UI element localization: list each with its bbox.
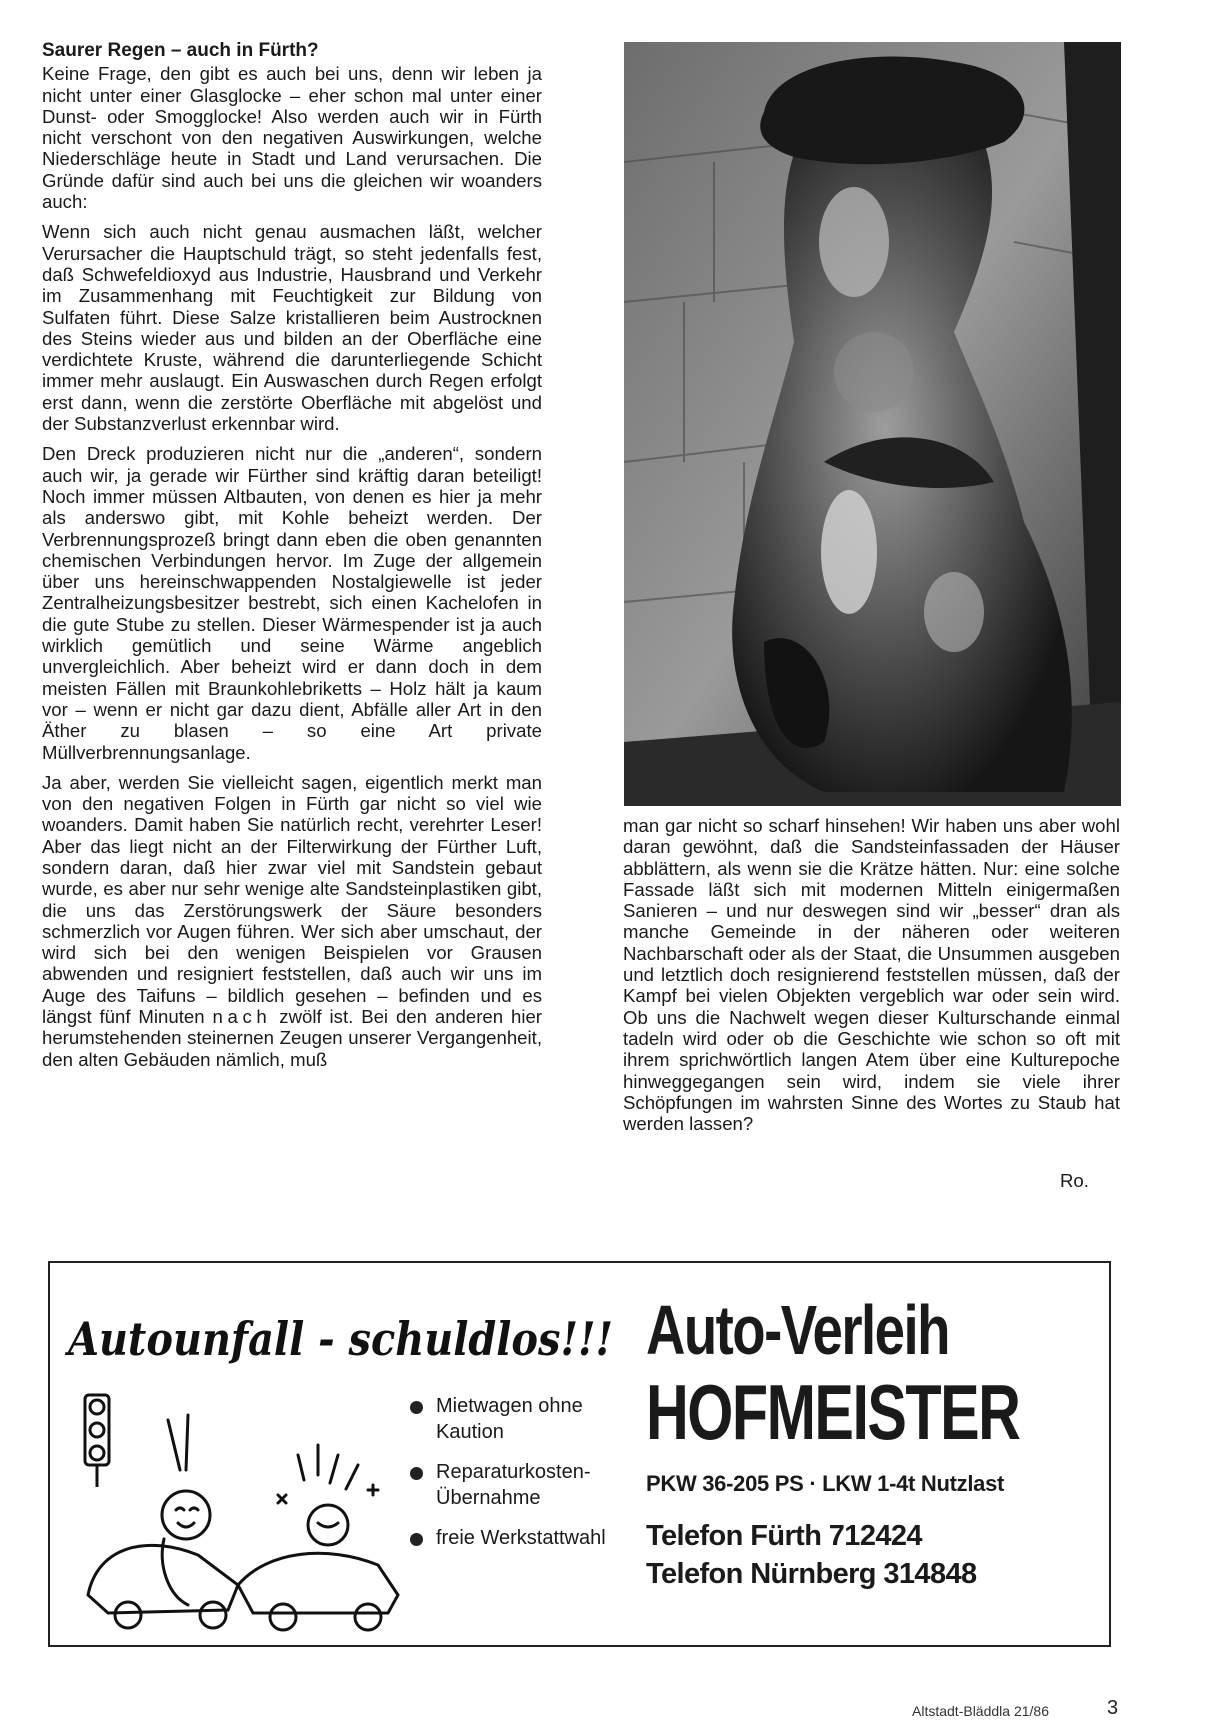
article-title: Saurer Regen – auch in Fürth? <box>42 40 319 61</box>
advertisement <box>48 1261 1111 1647</box>
ad-brand-block <box>646 1293 1096 1593</box>
sculpture-photo <box>624 42 1121 806</box>
vehicle-spec: PKW 36-205 PS · LKW 1-4t Nutzlast <box>646 1471 1005 1496</box>
traffic-light-icon <box>85 1395 109 1487</box>
crash-figures-icon <box>88 1415 398 1630</box>
bullet-icon <box>410 1533 423 1546</box>
article-paragraph: Den Dreck produzieren nicht nur die „anderen“, sondern auch wir, ja gerade wir Fürther sind kräftig daran beteiligt! Noch immer müssen Altbauten, von denen es hier ja mehr als anderswo gibt, mit Kohle beheizt werden. Der Verbrennungsprozeß bringt dann eben die oben genannten chemischen Verbindungen hervor. Im Zuge der allgemein über uns hereinschwappenden Nostalgiewelle ist jeder Zentralheizungsbesitzer bestrebt, sich einen Kachelofen in die gute Stube zu stellen. Dieser Wärmespender ist ja auch wirklich gemütlich und seine Wärme angeblich unvergleichlich. Aber beheizt wird er dann doch in dem meisten Fällen mit Braunkohlebriketts – Holz hält ja kaum vor – wenn er nicht gar dazu dient, Abfälle aller Art in den Äther zu blasen – so eine Art private Müllverbrennungsanlage. <box>42 443 542 763</box>
sculpture-photo-image <box>624 42 1121 806</box>
bullet-icon <box>410 1401 423 1414</box>
publication-footer: Altstadt-Bläddla 21/86 <box>912 1703 1049 1719</box>
phone-nuernberg: Telefon Nürnberg 314848 <box>646 1558 977 1590</box>
article-paragraph: Ja aber, werden Sie vielleicht sagen, eigentlich merkt man von den negativen Folgen in Fürth gar nicht so viel wie woanders. Damit haben Sie natürlich recht, verehrter Leser! Aber das liegt nicht an der Filterwirkung der Fürther Luft, sondern daran, daß hier zwar viel mit Sandstein gebaut wurde, es aber nur sehr wenige alte Sandsteinplastiken gibt, die uns das Zerstörungswerk der Säure besonders schmerzlich vor Augen führen. Wer sich aber umschaut, der wird sich bei den wenigen Beispielen vor Grausen abwenden und resigniert feststellen, daß auch wir uns im Auge des Taifuns – bildlich gesehen – befinden und es längst fünf Minuten nach zwölf ist. Bei den anderen hier herumstehenden steinernen Zeugen unserer Vergangenheit, den alten Gebäuden nämlich, muß <box>42 771 543 1070</box>
article-right-column <box>623 815 1120 1143</box>
ad-feature-list <box>410 1393 640 1565</box>
bullet-icon <box>410 1467 423 1480</box>
article-paragraph: Keine Frage, den gibt es auch bei uns, denn wir leben ja nicht unter einer Glasglocke – eher schon mal unter einer Dunst- oder Smogglocke! Also werden auch wir in Fürth nicht verschont von den negativen Auswirkungen, welche Niederschläge heute in Stadt und Land verursachen. Die Gründe dafür sind auch bei uns die gleichen wir woanders auch: <box>42 63 542 213</box>
author-signature: Ro. <box>1060 1170 1089 1191</box>
article-left-column <box>42 40 542 1079</box>
page-number: 3 <box>1107 1697 1119 1719</box>
ad-feature: freie Werkstattwahl <box>410 1525 640 1551</box>
brand-name-line2: HOFMEISTER <box>646 1368 1020 1456</box>
article-paragraph: Wenn sich auch nicht genau ausmachen läßt, welcher Verursacher die Hauptschuld trägt, so steht jedenfalls fest, daß Schwefeldioxyd aus Industrie, Hausbrand und Verkehr im Zusammenhang mit Feuchtigkeit zur Bildung von Sulfaten führt. Diese Salze kristallieren beim Austrocknen des Steins wieder aus und bilden an der Oberfläche eine verdichtete Kruste, während die darunterliegende Schicht immer mehr auslaugt. Ein Auswaschen durch Regen erfolgt erst dann, wenn die zerstörte Oberfläche mit abgelöst und der Substanzverlust erkennbar wird. <box>42 221 542 435</box>
ad-headline: Autounfall - schuldlos!!! <box>64 1312 613 1366</box>
ad-feature: Reparaturkosten-Übernahme <box>410 1459 640 1511</box>
brand-name-line1: Auto-Verleih <box>646 1291 949 1369</box>
ad-feature: Mietwagen ohne Kaution <box>410 1393 640 1445</box>
article-paragraph: man gar nicht so scharf hinsehen! Wir haben uns aber wohl daran gewöhnt, daß die Sandsteinfassaden der Häuser abblättern, als wenn sie die Krätze hätten. Nur: eine solche Fassade läßt sich mit modernen Mitteln einigermaßen Sanieren – und nur deswegen sind wir „besser“ dran als manche Gemeinde in der näheren oder weiteren Nachbarschaft oder als der Staat, die Unsummen ausgeben und letztlich doch resignierend feststellen müssen, daß der Kampf bei vielen Objekten vergeblich war oder sein wird. Ob uns die Nachwelt wegen dieser Kulturschande einmal tadeln wird oder ob die Geschichte wie schon so oft mit ihrem sprichwörtlich langen Atem über eine Kulturepoche hinweggegangen sein wird, indem sie viele ihrer Schöpfungen im wahrsten Sinne des Wortes zu Staub hat werden lassen? <box>623 815 1120 1135</box>
phone-fuerth: Telefon Fürth 712424 <box>646 1520 922 1552</box>
